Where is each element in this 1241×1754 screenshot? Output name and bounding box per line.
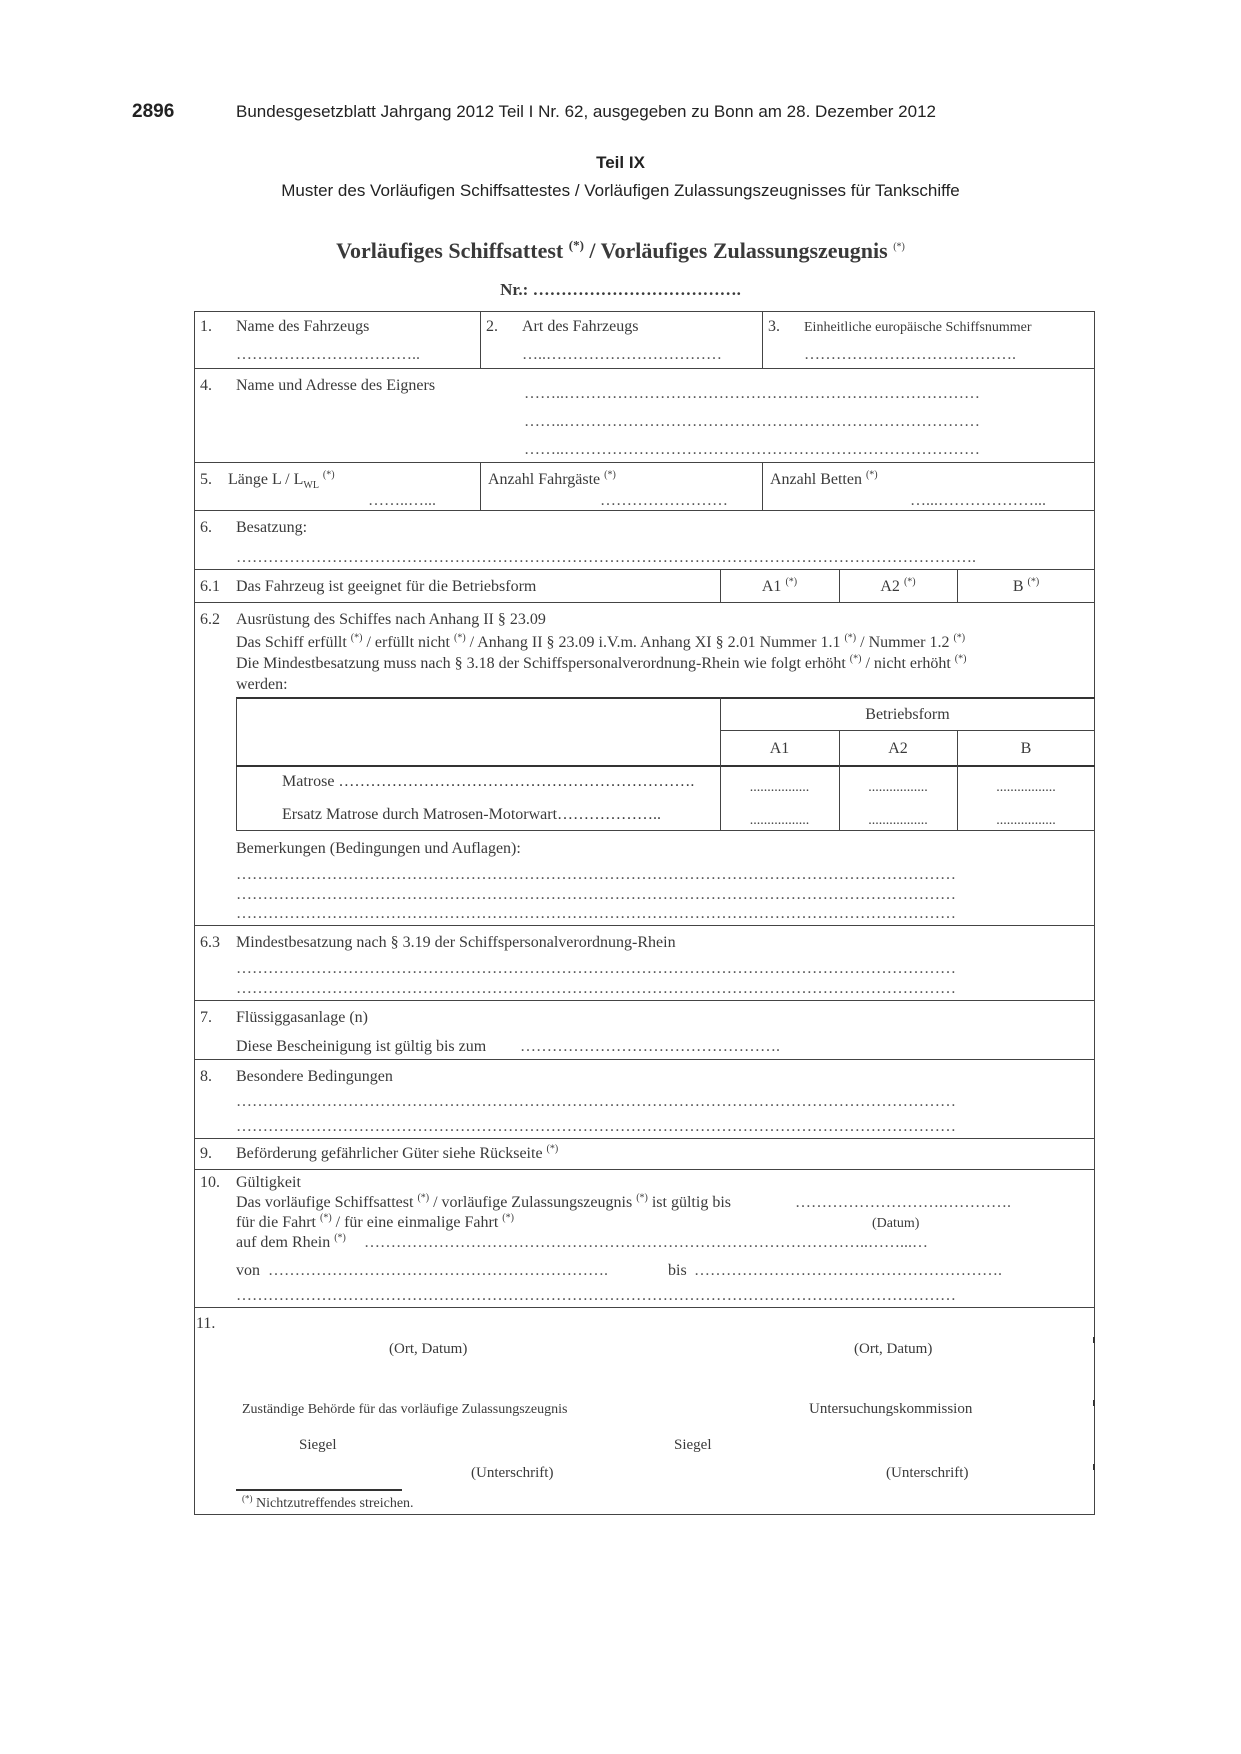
column-header-a1: A1 bbox=[769, 740, 790, 757]
footnote-mark: (*) bbox=[322, 469, 335, 481]
owner-field-line[interactable]: ……..…………………………………………………………………… bbox=[524, 413, 980, 430]
remarks-field-line[interactable]: ……………………………………………………………………………………………………………………… bbox=[236, 905, 956, 922]
length-label-subscript: WL bbox=[303, 480, 319, 492]
footnote-mark: (*) bbox=[568, 237, 584, 253]
footnote-mark: (*) bbox=[893, 241, 905, 253]
inspection-commission-caption: Untersuchungskommission bbox=[809, 1401, 973, 1417]
table-cell-field[interactable]: ................. bbox=[749, 813, 810, 828]
rhine-text: auf dem Rhein bbox=[236, 1234, 331, 1251]
field-number: 6.1 bbox=[200, 578, 220, 595]
table-cell-field[interactable]: ................. bbox=[868, 780, 928, 795]
signature-caption-right: (Unterschrift) bbox=[886, 1465, 969, 1481]
beds-label-text: Anzahl Betten bbox=[770, 471, 862, 488]
row-divider bbox=[194, 462, 1095, 463]
footnote-mark: (*) bbox=[849, 653, 862, 665]
footnote bbox=[242, 1493, 414, 1512]
validity-text: / vorläufige Zulassungszeugnis bbox=[433, 1194, 633, 1211]
row-divider bbox=[194, 1000, 1095, 1001]
certificate-number: Nr.: ………………………………. bbox=[500, 280, 741, 299]
table-cell-field[interactable]: ................. bbox=[996, 780, 1056, 795]
field-number: 9. bbox=[200, 1145, 212, 1162]
cell-divider bbox=[762, 462, 763, 510]
field-number: 1. bbox=[200, 318, 212, 335]
validity-extra-line[interactable]: ……………………………………………………………………………………………………………………… bbox=[236, 1287, 956, 1304]
to-field[interactable]: …………………………………………………. bbox=[694, 1262, 1002, 1279]
operating-mode-header: Betriebsform bbox=[865, 706, 950, 723]
footnote-mark: (*) bbox=[350, 632, 363, 644]
table-row-label: Matrose …………………………………………………………. bbox=[282, 773, 695, 790]
edge-mark bbox=[1093, 1400, 1095, 1406]
cell-divider bbox=[480, 311, 481, 368]
footnote-mark: (*) bbox=[454, 632, 466, 644]
length-field[interactable]: ……..…... bbox=[368, 492, 436, 509]
from-label: von bbox=[236, 1262, 260, 1279]
minimum-crew-increase-line bbox=[236, 655, 966, 673]
compliance-text: / erfüllt nicht bbox=[366, 634, 450, 651]
footnote-mark: (*) bbox=[242, 1493, 253, 1504]
column-header-a2: A2 bbox=[888, 740, 908, 757]
remarks-label: Bemerkungen (Bedingungen und Auflagen): bbox=[236, 840, 521, 857]
minimum-crew-field-line[interactable]: ……………………………………………………………………………………………………………………… bbox=[236, 980, 956, 997]
field-number: 3. bbox=[768, 318, 780, 335]
table-divider bbox=[236, 765, 1095, 767]
running-title: Bundesgesetzblatt Jahrgang 2012 Teil I Nr. 62, ausgegeben zu Bonn am 28. Dezember 2012 bbox=[236, 102, 936, 121]
owner-label: Name und Adresse des Eigners bbox=[236, 377, 436, 394]
mode-a1-option[interactable] bbox=[720, 578, 839, 596]
mode-b-text: B bbox=[1012, 578, 1024, 595]
footnote-rule bbox=[236, 1489, 402, 1491]
remarks-field-line[interactable]: ……………………………………………………………………………………………………………………… bbox=[236, 866, 956, 883]
vessel-name-label: Name des Fahrzeugs bbox=[236, 318, 370, 335]
place-date-caption-left: (Ort, Datum) bbox=[389, 1341, 468, 1357]
footnote-mark: (*) bbox=[954, 653, 967, 665]
owner-field-line[interactable]: ……..…………………………………………………………………… bbox=[524, 441, 980, 458]
form-title-part2: / Vorläufiges Zulassungszeugnis bbox=[589, 238, 888, 263]
footnote-mark: (*) bbox=[636, 1192, 648, 1204]
field-number: 6.2 bbox=[200, 611, 220, 628]
compliance-text: Das Schiff erfüllt bbox=[236, 634, 347, 651]
form-title-part1: Vorläufiges Schiffsattest bbox=[336, 238, 564, 263]
edge-mark bbox=[1093, 1337, 1095, 1343]
seal-caption-right: Siegel bbox=[674, 1437, 712, 1453]
mode-b-option[interactable] bbox=[957, 578, 1095, 596]
row-divider bbox=[194, 1059, 1095, 1060]
crew-field[interactable]: …………………………………………………………………………………………………………………………. bbox=[236, 549, 976, 566]
european-vessel-number-label: Einheitliche europäische Schiffsnummer bbox=[804, 320, 1032, 335]
lpg-validity-label: Diese Bescheinigung ist gültig bis zum bbox=[236, 1038, 487, 1055]
row-divider bbox=[194, 1169, 1095, 1170]
row-divider bbox=[194, 925, 1095, 926]
remarks-field-line[interactable]: ……………………………………………………………………………………………………………………… bbox=[236, 886, 956, 903]
footnote-mark: (*) bbox=[844, 632, 857, 644]
vessel-name-field[interactable]: …………………………….. bbox=[236, 346, 420, 363]
validity-text: ist gültig bis bbox=[651, 1194, 731, 1211]
increase-text: / nicht erhöht bbox=[865, 655, 951, 672]
owner-field-line[interactable]: ……..…………………………………………………………………… bbox=[524, 385, 980, 402]
footnote-text: Nichtzutreffendes streichen. bbox=[256, 1496, 414, 1511]
increase-text: Die Mindestbesatzung muss nach § 3.18 der Schiffspersonalverordnung-Rhein wie folgt erhöht bbox=[236, 655, 846, 672]
field-number: 6.3 bbox=[200, 934, 220, 951]
passengers-label bbox=[488, 471, 616, 489]
european-vessel-number-field[interactable]: …………………………………. bbox=[804, 346, 1016, 363]
voyage-line bbox=[236, 1214, 514, 1232]
page-number: 2896 bbox=[132, 101, 175, 122]
issuing-authority-caption: Zuständige Behörde für das vorläufige Zulassungszeugnis bbox=[242, 1402, 568, 1417]
mode-a2-option[interactable] bbox=[839, 578, 957, 596]
compliance-text: / Nummer 1.2 bbox=[860, 634, 950, 651]
minimum-crew-label: Mindestbesatzung nach § 3.19 der Schiffspersonalverordnung-Rhein bbox=[236, 934, 676, 951]
equipment-compliance-line bbox=[236, 634, 965, 652]
special-conditions-label: Besondere Bedingungen bbox=[236, 1068, 393, 1085]
footnote-mark: (*) bbox=[903, 576, 916, 588]
table-cell-field[interactable]: ................. bbox=[749, 780, 810, 795]
compliance-text: / Anhang II § 23.09 i.V.m. Anhang XI § 2.01 Nummer 1.1 bbox=[469, 634, 841, 651]
length-label bbox=[228, 469, 335, 492]
mode-a1-text: A1 bbox=[761, 578, 782, 595]
operating-mode-label: Das Fahrzeug ist geeignet für die Betriebsform bbox=[236, 578, 537, 595]
from-field[interactable]: ………………………………………………………. bbox=[268, 1262, 608, 1279]
part-label: Teil IX bbox=[596, 153, 645, 172]
special-conditions-field-line[interactable]: ……………………………………………………………………………………………………………………… bbox=[236, 1118, 956, 1135]
validity-line bbox=[236, 1194, 731, 1212]
special-conditions-field-line[interactable]: ……………………………………………………………………………………………………………………… bbox=[236, 1093, 956, 1110]
signature-caption-left: (Unterschrift) bbox=[471, 1465, 554, 1481]
row-divider bbox=[194, 602, 1095, 603]
rhine-field[interactable]: …………………………………………………………………………………..……...… bbox=[364, 1234, 928, 1251]
seal-caption-left: Siegel bbox=[299, 1437, 337, 1453]
field-number: 10. bbox=[200, 1174, 220, 1191]
validity-date-field[interactable]: ……………………….…………. bbox=[795, 1194, 1011, 1211]
table-cell-field[interactable]: ................. bbox=[996, 813, 1056, 828]
rhine-line bbox=[236, 1234, 346, 1252]
footnote-mark: (*) bbox=[546, 1143, 559, 1155]
table-divider bbox=[720, 730, 1095, 731]
footnote-mark: (*) bbox=[865, 469, 878, 481]
to-label: bis bbox=[668, 1262, 687, 1279]
voyage-text: / für eine einmalige Fahrt bbox=[335, 1214, 499, 1231]
edge-mark bbox=[1093, 1464, 1095, 1470]
increase-continuation: werden: bbox=[236, 676, 288, 693]
column-header-b: B bbox=[1020, 740, 1032, 757]
passengers-label-text: Anzahl Fahrgäste bbox=[488, 471, 601, 488]
cell-divider bbox=[480, 462, 481, 510]
row-divider bbox=[194, 1307, 1095, 1308]
field-number: 8. bbox=[200, 1068, 212, 1085]
footnote-mark: (*) bbox=[319, 1212, 332, 1224]
minimum-crew-field-line[interactable]: ……………………………………………………………………………………………………………………… bbox=[236, 960, 956, 977]
lpg-validity-field[interactable]: …………………………………………. bbox=[520, 1038, 780, 1055]
mode-a2-text: A2 bbox=[880, 578, 900, 595]
beds-label bbox=[770, 471, 878, 489]
vessel-type-field[interactable]: …..…………………………… bbox=[522, 346, 722, 363]
field-number: 5. bbox=[200, 471, 212, 488]
length-label-text: Länge L / L bbox=[228, 471, 304, 488]
table-row-label: Ersatz Matrose durch Matrosen-Motorwart……………….. bbox=[282, 806, 662, 823]
field-number: 6. bbox=[200, 519, 212, 536]
field-number: 11. bbox=[196, 1315, 216, 1332]
form-title bbox=[0, 238, 1241, 264]
validity-text: Das vorläufige Schiffsattest bbox=[236, 1194, 414, 1211]
field-number: 7. bbox=[200, 1009, 212, 1026]
beds-field[interactable]: …...………………... bbox=[910, 492, 1046, 509]
footnote-mark: (*) bbox=[502, 1212, 514, 1224]
row-divider bbox=[194, 510, 1095, 511]
footnote-mark: (*) bbox=[1027, 576, 1040, 588]
date-caption: (Datum) bbox=[872, 1216, 920, 1231]
lpg-installation-label: Flüssiggasanlage (n) bbox=[236, 1009, 368, 1026]
footnote-mark: (*) bbox=[334, 1232, 346, 1244]
row-divider bbox=[194, 1138, 1095, 1139]
voyage-text: für die Fahrt bbox=[236, 1214, 316, 1231]
footnote-mark: (*) bbox=[417, 1192, 430, 1204]
equipment-heading: Ausrüstung des Schiffes nach Anhang II § 23.09 bbox=[236, 611, 546, 628]
dangerous-goods-text: Beförderung gefährlicher Güter siehe Rückseite bbox=[236, 1145, 543, 1162]
row-divider bbox=[194, 368, 1095, 369]
footnote-mark: (*) bbox=[953, 632, 966, 644]
footnote-mark: (*) bbox=[604, 469, 616, 481]
row-divider bbox=[194, 569, 1095, 570]
cell-divider bbox=[762, 311, 763, 368]
crew-label: Besatzung: bbox=[236, 519, 308, 536]
place-date-caption-right: (Ort, Datum) bbox=[854, 1341, 933, 1357]
vessel-type-label: Art des Fahrzeugs bbox=[522, 318, 639, 335]
footnote-mark: (*) bbox=[785, 576, 798, 588]
validity-heading: Gültigkeit bbox=[236, 1174, 301, 1191]
dangerous-goods-note bbox=[236, 1145, 558, 1163]
table-cell-field[interactable]: ................. bbox=[868, 813, 928, 828]
passengers-field[interactable]: …………………… bbox=[600, 492, 728, 509]
part-subtitle: Muster des Vorläufigen Schiffsattestes / Vorläufigen Zulassungszeugnisses für Tankschiffe bbox=[281, 181, 960, 200]
field-number: 2. bbox=[486, 318, 498, 335]
field-number: 4. bbox=[200, 377, 212, 394]
